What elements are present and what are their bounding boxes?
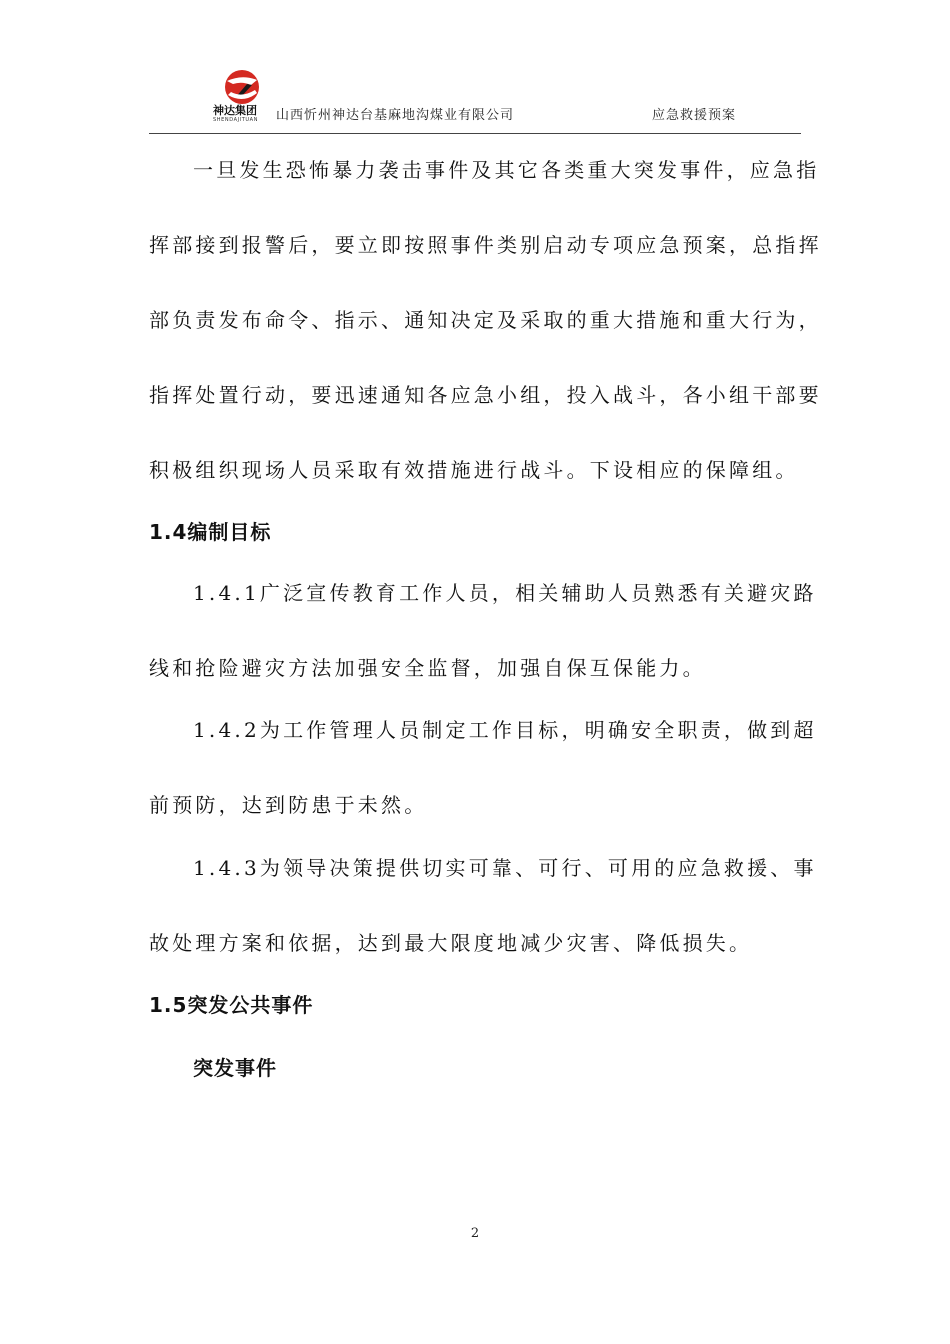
logo-subtitle-text: SHENDAJITUAN (213, 117, 259, 123)
document-title: 应急救援预案 (652, 108, 737, 123)
subsection-heading: 突发事件 (193, 1056, 277, 1080)
page-number: 2 (470, 1226, 480, 1241)
section-heading: 1.4编制目标 (149, 520, 272, 544)
list-item-line: 1.4.1广泛宣传教育工作人员，相关辅助人员熟悉有关避灾路 (193, 581, 817, 605)
paragraph-line: 指挥处置行动，要迅速通知各应急小组，投入战斗，各小组干部要 (149, 383, 822, 407)
list-item-line: 故处理方案和依据，达到最大限度地减少灾害、降低损失。 (149, 931, 753, 955)
list-item-line: 前预防，达到防患于未然。 (149, 793, 428, 817)
list-item-line: 1.4.2为工作管理人员制定工作目标，明确安全职责，做到超 (193, 718, 817, 742)
paragraph-line: 积极组织现场人员采取有效措施进行战斗。下设相应的保障组。 (149, 458, 799, 482)
paragraph-line: 一旦发生恐怖暴力袭击事件及其它各类重大突发事件，应急指 (193, 158, 820, 182)
paragraph-line: 部负责发布命令、指示、通知决定及采取的重大措施和重大行为， (149, 308, 822, 332)
list-item-line: 线和抢险避灾方法加强安全监督，加强自保互保能力。 (149, 656, 706, 680)
list-item-line: 1.4.3为领导决策提供切实可靠、可行、可用的应急救援、事 (193, 856, 817, 880)
company-name: 山西忻州神达台基麻地沟煤业有限公司 (276, 108, 515, 123)
logo-brand-text: 神达集团 (213, 104, 257, 117)
header-divider (149, 133, 801, 134)
paragraph-line: 挥部接到报警后，要立即按照事件类别启动专项应急预案，总指挥 (149, 233, 822, 257)
section-heading: 1.5突发公共事件 (149, 993, 314, 1017)
